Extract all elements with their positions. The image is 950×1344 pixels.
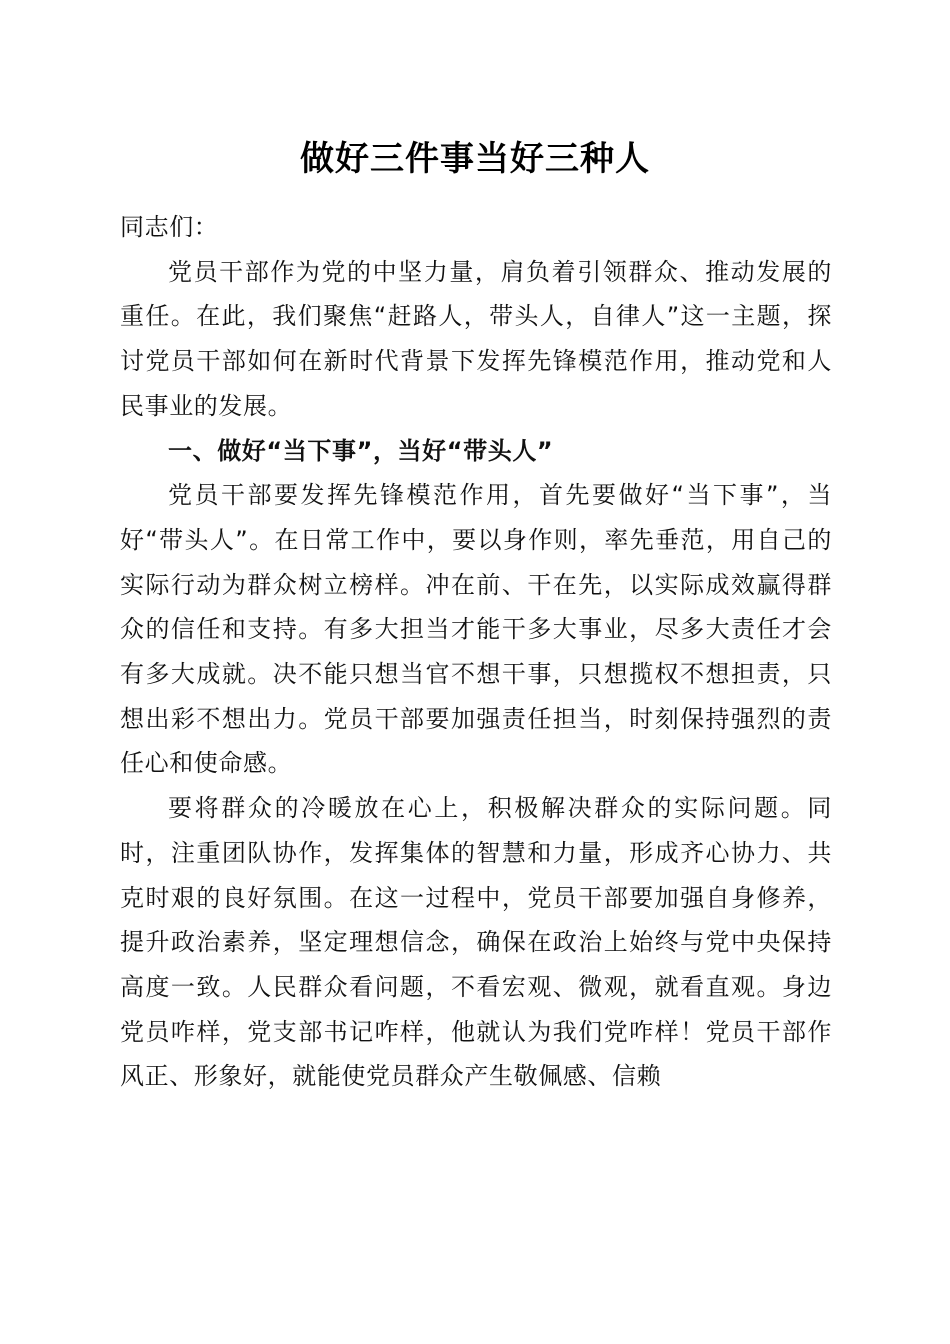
paragraph-section-1 [120,473,832,786]
salutation: 同志们： [120,213,219,241]
document-title: 做好三件事当好三种人 [300,139,650,179]
text-line: 共克时艰的良好氛围。在这一过程中，党员干部要加强自身修 [120,838,832,912]
text-line: 效赢得群众的信任和支持。有多大担当才能干多大事业，尽多 [120,570,832,644]
section-heading [120,429,832,474]
text-line: 党员干部要发挥先锋模范作用，首先要做好“当下事”， [168,481,808,510]
text-line: 自己的实际行动为群众树立榜样。冲在前、干在先，以实际成 [120,525,832,599]
text-line: 养，提升政治素养，坚定理想信念，确保在政治上始终与党中 [120,883,832,957]
paragraph-intro [120,250,832,429]
document-body [120,205,832,1099]
text-line: 大责任才会有多大成就。决不能只想当官不想干事，只想揽权 [120,615,832,689]
text-line: 题，探讨党员干部如何在新时代背景下发挥先锋模范作用，推 [120,302,832,376]
text-line: 党员干部作风正、形象好，就能使党员群众产生敬佩感、信赖 [120,1017,832,1091]
text-line: 党员干部作为党的中坚力量，肩负着引领群众、推动发展 [168,257,808,286]
text-line: 观。身边党员咋样，党支部书记咋样，他就认为我们党咋样！ [120,972,832,1046]
text-line: 的重任。在此，我们聚焦“赶路人，带头人，自律人”这一主 [120,257,832,331]
text-line: 不想担责，只想出彩不想出力。党员干部要加强责任担当，时 [120,660,832,733]
text-line: 时，注重团队协作，发挥集体的智慧和力量，形成齐心协力、 [120,838,808,867]
paragraph-section-2 [120,786,832,1099]
text-line: 当好“带头人”。在日常工作中，要以身作则，率先垂范，用 [120,481,832,554]
text-line: 央保持高度一致。人民群众看问题，不看宏观、微观，就看直 [120,928,832,1001]
text-line: 刻保持强烈的责任心和使命感。 [120,704,832,778]
text-line: 动党和人民事业的发展。 [120,347,832,420]
text-line: 要将群众的冷暖放在心上，积极解决群众的实际问题。同 [168,794,832,823]
heading-text: 一、做好“当下事”，当好“带头人” [168,436,554,465]
